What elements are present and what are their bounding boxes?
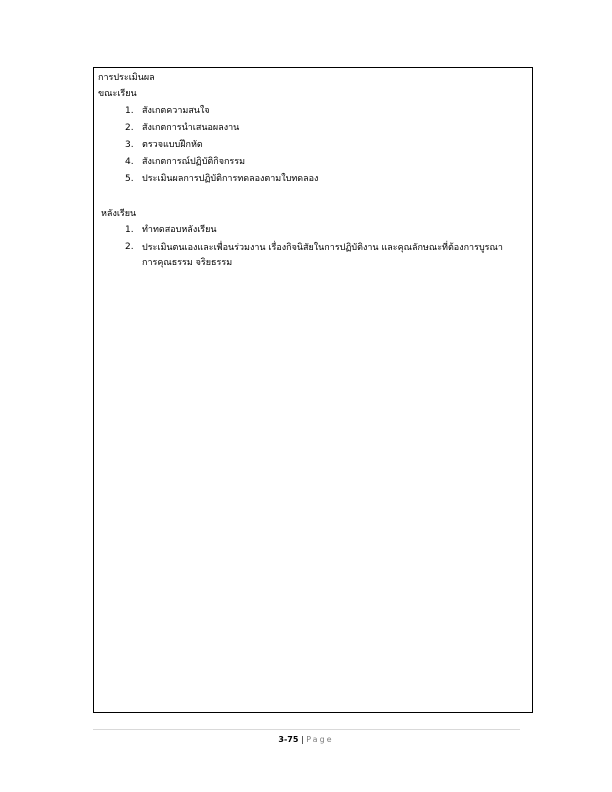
list-number: 5.: [125, 174, 134, 184]
list-number: 2.: [125, 123, 134, 133]
list-text: สังเกตความสนใจ: [142, 106, 210, 116]
list-item: [125, 156, 505, 168]
list-item: [125, 122, 505, 134]
list-number: 3.: [125, 140, 134, 150]
list-text: ตรวจแบบฝึกหัด: [142, 140, 203, 150]
list-text: สังเกตการนำเสนอผลงาน: [142, 123, 240, 133]
page-label: Page: [306, 735, 334, 744]
list-text: ประเมินผลการปฏิบัติการทดลองตามใบทดลอง: [142, 174, 319, 184]
list-number: 1.: [125, 225, 134, 235]
during-class-heading: ขณะเรียน: [98, 89, 137, 99]
page-number: 3-75: [278, 735, 299, 744]
footer-separator: |: [300, 735, 304, 744]
footer-divider: [93, 729, 520, 730]
list-item: [125, 173, 505, 185]
list-text: สังเกตการณ์ปฏิบัติกิจกรรม: [142, 157, 246, 167]
list-item: [125, 139, 505, 151]
list-number: 1.: [125, 106, 134, 116]
list-text: ประเมินตนเองและเพื่อนร่วมงาน เรื่องกิจนิสัยในการปฏิบัติงาน และคุณลักษณะที่ต้องการบูรณาการคุณธรรม จริยธรรม: [142, 243, 503, 268]
assessment-heading: การประเมินผล: [98, 73, 155, 83]
after-class-heading: หลังเรียน: [101, 209, 137, 219]
list-item: [125, 241, 525, 267]
list-item: [125, 105, 505, 117]
content-frame: [93, 67, 533, 713]
page-footer: [0, 735, 612, 745]
list-item: [125, 224, 505, 236]
list-number: 4.: [125, 157, 134, 167]
list-number: 2.: [125, 242, 134, 252]
list-text: ทำทดสอบหลังเรียน: [142, 225, 217, 235]
